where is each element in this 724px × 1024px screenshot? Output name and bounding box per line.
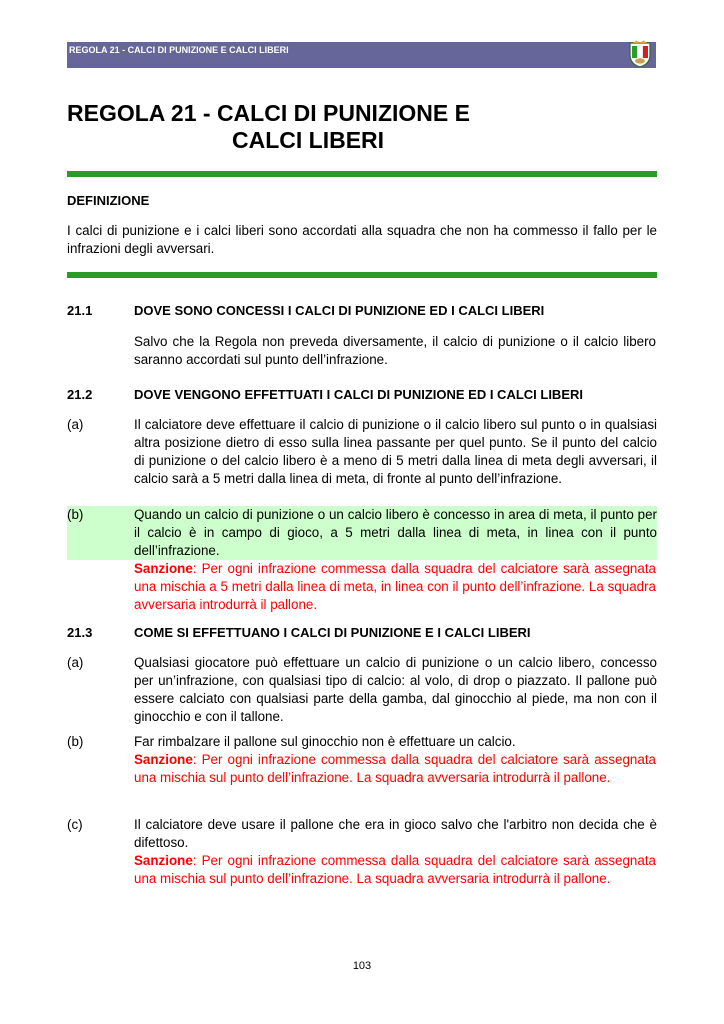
federation-shield-icon	[627, 40, 653, 68]
item-label: (a)	[67, 417, 84, 432]
rule-item-21-2-b	[67, 506, 657, 560]
section-divider	[67, 272, 657, 278]
section-title: COME SI EFFETTUANO I CALCI DI PUNIZIONE E I CALCI LIBERI	[134, 625, 531, 640]
section-number: 21.1	[67, 303, 93, 318]
item-text: Quando un calcio di punizione o un calcio libero è concesso in area di meta, il punto per il calcio è in campo di gioco, a 5 metri dalla linea di meta, in linea con il punto dell’infrazione.	[134, 507, 657, 558]
rule-item-21-2-a	[67, 416, 657, 488]
item-label: (c)	[67, 817, 83, 832]
item-text: Far rimbalzare il pallone sul ginocchio non è effettuare un calcio.	[134, 734, 516, 749]
sanction-text: : Per ogni infrazione commessa dalla squadra del calciatore sarà assegnata una mischia a 5 metri dalla linea di meta, in linea con il punto dell’infrazione. La squadra avversaria introdurrà il pallone.	[134, 561, 656, 612]
rule-item-21-3-c	[67, 816, 657, 852]
section-number: 21.2	[67, 387, 93, 402]
item-text: Il calciatore deve usare il pallone che era in gioco salvo che l'arbitro non decida che è difettoso.	[134, 817, 657, 850]
section-number: 21.3	[67, 625, 93, 640]
sanction-label: Sanzione	[134, 561, 193, 576]
page-number: 103	[352, 960, 372, 972]
sanction-label: Sanzione	[134, 853, 193, 868]
sanction-21-3-c	[134, 852, 656, 888]
sanction-label: Sanzione	[134, 752, 193, 767]
running-header	[67, 42, 656, 68]
definition-text: I calci di punizione e i calci liberi sono accordati alla squadra che non ha commesso il fallo per le infrazioni degli avversari.	[67, 223, 657, 256]
page-title-line2: CALCI LIBERI	[232, 127, 385, 153]
section-divider	[67, 171, 657, 177]
item-text: Il calciatore deve effettuare il calcio di punizione o il calcio libero sul punto o in qualsiasi altra posizione dietro di esso sulla linea passante per quel punto. Se il punto del calcio di punizione o del calcio libero è a meno di 5 metri dalla linea di meta degli avversari, il calcio sarà a 5 metri dalla linea di meta, di fronte al punto dell’infrazione.	[134, 417, 657, 486]
definition-heading: DEFINIZIONE	[67, 193, 150, 208]
section-title: DOVE SONO CONCESSI I CALCI DI PUNIZIONE ED I CALCI LIBERI	[134, 303, 545, 318]
item-label: (a)	[67, 655, 84, 670]
sanction-21-3-b	[134, 751, 656, 787]
page-title-line1: REGOLA 21 - CALCI DI PUNIZIONE E	[67, 100, 470, 126]
page-title	[67, 100, 557, 154]
running-header-title: REGOLA 21 - CALCI DI PUNIZIONE E CALCI LIBERI	[69, 45, 289, 55]
sanction-text: : Per ogni infrazione commessa dalla squadra del calciatore sarà assegnata una mischia sul punto dell’infrazione. La squadra avversaria introdurrà il pallone.	[134, 752, 656, 785]
rule-item-21-3-b	[67, 733, 657, 751]
item-text: Qualsiasi giocatore può effettuare un calcio di punizione o un calcio libero, concesso per un’infrazione, con qualsiasi tipo di calcio: al volo, di drop o piazzato. Il pallone può essere calciato con qualsiasi parte della gamba, dal ginocchio al piede, ma non con il ginocchio e con il tallone.	[134, 655, 657, 724]
sanction-text: : Per ogni infrazione commessa dalla squadra del calciatore sarà assegnata una mischia sul punto dell’infrazione. La squadra avversaria introdurrà il pallone.	[134, 853, 656, 886]
section-title: DOVE VENGONO EFFETTUATI I CALCI DI PUNIZIONE ED I CALCI LIBERI	[134, 387, 583, 402]
item-label: (b)	[67, 734, 84, 749]
sanction-21-2-b	[134, 560, 656, 614]
section-21-1-text: Salvo che la Regola non preveda diversamente, il calcio di punizione o il calcio libero saranno accordati sul punto dell’infrazione.	[134, 334, 656, 367]
item-label: (b)	[67, 507, 84, 522]
rule-item-21-3-a	[67, 654, 657, 726]
